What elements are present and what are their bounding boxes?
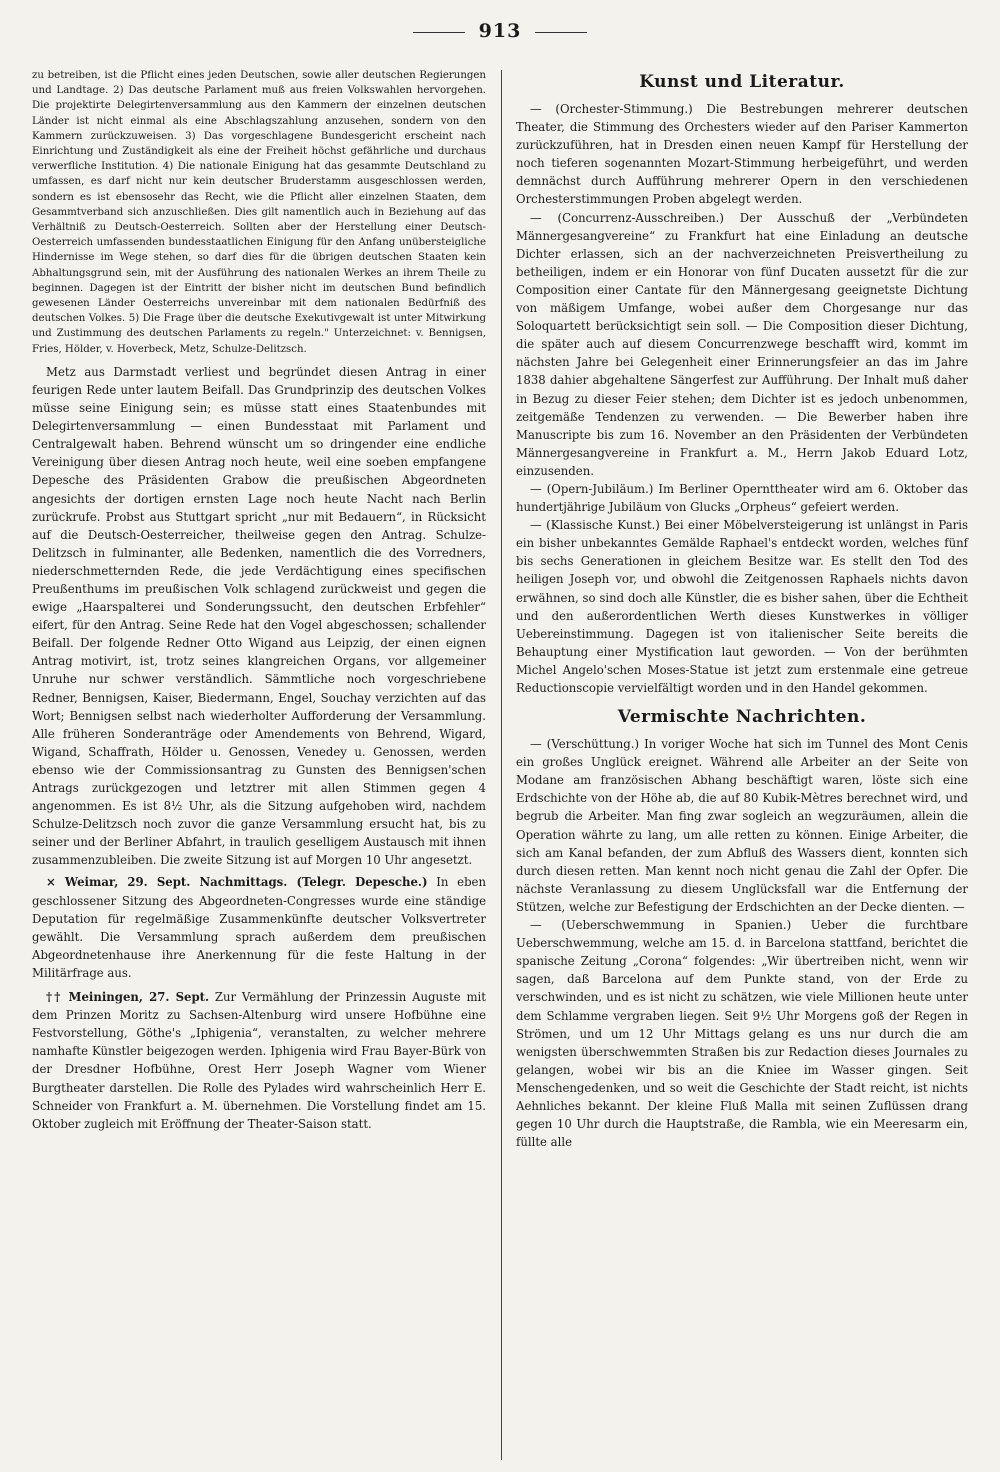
article-weimar (32, 873, 486, 982)
weimar-text: In eben geschlossener Sitzung des Abgeordneten-Congresses wurde eine ständige Deputation für regelmäßige Zusammenkünfte deutscher Volksvertreter gewählt. Die Versammlung sprach außerdem dem preußischen Abgeordnetenhause ihre Anerkennung für die feste Haltung in der Militärfrage aus. (32, 875, 486, 980)
page-number: 913 (0, 20, 1000, 42)
left-column (32, 68, 486, 1133)
meiningen-text: Zur Vermählung der Prinzessin Auguste mit dem Prinzen Moritz zu Sachsen-Altenburg wird unsere Hofbühne eine Festvorstellung, Göthe's „Iphigenia“, veranstalten, zu welcher mehrere namhafte Künstler beigezogen werden. Iphigenia wird Frau Bayer-Bürk von der Dresdner Hofbühne, Orest Herr Joseph Wagner vom Wiener Burgtheater darstellen. Die Rolle des Pylades wird wahrscheinlich Herr E. Schneider von Frankfurt a. M. übernehmen. Die Vorstellung findet am 15. Oktober zugleich mit Eröffnung der Theater-Saison statt. (32, 990, 486, 1131)
right-column (516, 68, 968, 1151)
item-orchester: — (Orchester-Stimmung.) Die Bestrebungen mehrerer deutschen Theater, die Stimmung des Orchesters wieder auf den Pariser Kammerton zurückzuführen, hat in Dresden einen neuen Kampf für Herstellung der noch tieferen sogenannten Mozart-Stimmung herbeigeführt, und werden demnächst durch Aufführung mehrerer Opern in den verschiedenen Orchesterstimmungen Proben abgelegt werden. (516, 102, 968, 207)
meiningen-dateline: †† Meiningen, 27. Sept. (46, 990, 210, 1005)
weimar-dateline: × Weimar, 29. Sept. Nachmittags. (Telegr. Depesche.) (46, 875, 428, 890)
item-opern: — (Opern-Jubiläum.) Im Berliner Opernttheater wird am 6. Oktober das hundertjährige Jubiläum von Glucks „Orpheus“ gefeiert werden. (516, 481, 968, 515)
item-ueberschwemmung: — (Ueberschwemmung in Spanien.) Ueber die furchtbare Ueberschwemmung, welche am 15. d. in Barcelona stattfand, berichtet die spanische Zeitung „Corona“ folgendes: „Wir übertreiben nicht, wenn wir sagen, daß Barcelona auf dem Punkte stand, von der Erde zu verschwinden, und es ist nicht zu schätzen, wie viele Millionen heute unter dem Schlamme vergraben liegen. Seit 9½ Uhr Morgens goß der Regen in Strömen, und um 12 Uhr Mittags gelang es uns nur durch die am wenigsten überschwemmten Straßen bis zur Redaction dieses Journales zu gelangen, wobei wir bis an die Kniee im Wasser gingen. Seit Menschengedenken, und so weit die Geschichte der Stadt reicht, ist nichts Aehnliches bekannt. Der kleine Fluß Malla mit seinen Zuflüssen drang gegen 10 Uhr durch die Hauptstraße, die Rambla, wie ein Meeresarm ein, füllte alle (516, 918, 968, 1150)
item-verschuettung: — (Verschüttung.) In voriger Woche hat sich im Tunnel des Mont Cenis ein großes Unglück ereignet. Während alle Arbeiter an der Seite von Modane am französischen Abhang beschäftigt waren, löste sich eine Erdschichte von der Höhe ab, die auf 80 Kubik-Mètres berechnet wird, und begrub die Arbeiter. Man fing zwar sogleich an wegzuräumen, allein die Operation währte zu lang, um alle retten zu können. Einige Arbeiter, die sich am Kanal befanden, der zum Abfluß des Wassers dient, konnten sich durch diesen retten. Man kennt noch nicht genau die Zahl der Opfer. Die nächste Veranlassung zu diesem Unglücksfall war die Entfernung der Stützen, welche zur Befestigung der Erdschichten an der Decke dienten. — (516, 737, 968, 914)
article-debate-text: Metz aus Darmstadt verliest und begründet diesen Antrag in einer feurigen Rede unter lautem Beifall. Das Grundprinzip des deutschen Volkes müsse seine Einigung sein; es müsse statt eines Staatenbundes mit Delegirtenversammlung — einen Bundesstaat mit Parlament und Centralgewalt haben. Behrend wünscht um so dringender eine endliche Vereinigung über diesen Antrag noch heute, weil eine soeben empfangene Depesche des Präsidenten Grabow die preußischen Abgeordneten angesichts der dortigen ernsten Lage noch heute Nacht nach Berlin zurückrufe. Probst aus Stuttgart spricht „nur mit Bedauern“, in Rücksicht auf die Deutsch-Oesterreicher, theilweise gegen den Antrag. Schulze-Delitzsch in fulminanter, alle Bedenken, namentlich die des Vorredners, niederschmetternden Rede, die jede Verdächtigung eines specifischen Preußenthums im preußischen Volk schlagend zurückweist und gegen die ewige „Haarspalterei und Sonderungssucht, den deutschen Erbfehler“ eifert, für den Antrag. Seine Rede hat den Vogel abgeschossen; schallender Beifall. Der folgende Redner Otto Wigand aus Leipzig, der einen eignen Antrag motivirt, ist, trotz seines klangreichen Organs, vor allgemeiner Unruhe nur schwer verständlich. Sämmtliche noch vorgeschriebene Redner, Bennigsen, Kaiser, Biedermann, Engel, Souchay verzichten auf das Wort; Bennigsen selbst nach wiederholter Aufforderung der Versammlung. Alle früheren Sonderanträge oder Amendements von Behrend, Wigard, Wigand, Schaffrath, Hölder u. Genossen, Venedey u. Genossen, werden ebenso wie der Commissionsantrag zu Gunsten des Bennigsen'schen Antrags zurückgezogen und letztrer mit allen Stimmen gegen 4 angenommen. Es ist 8½ Uhr, als die Sitzung aufgehoben wird, nachdem Schulze-Delitzsch noch zuvor die ganze Versammlung ersucht hat, bis zu seiner und der Berliner Abfahrt, in traulich geselligem Austausch mit ihnen zusammenzubleiben. Die zweite Sitzung ist auf Morgen 10 Uhr angesetzt. (32, 364, 486, 868)
article-resolution-text: zu betreiben, ist die Pflicht eines jeden Deutschen, sowie aller deutschen Regierungen und Landtage. 2) Das deutsche Parlament muß aus freien Volkswahlen hervorgehen. Die projektirte Delegirtenversammlung aus den Kammern der einzelnen deutschen Länder ist nicht einmal als eine Abschlagszahlung anzusehen, sondern von den Kammern zurückzuweisen. 3) Das vorgeschlagene Bundesgericht erscheint nach Einrichtung und Zuständigkeit als eine der Freiheit höchst gefährliche und durchaus verwerfliche Institution. 4) Die nationale Einigung hat das gesammte Deutschland zu umfassen, es darf nicht nur kein deutscher Bruderstamm ausgeschlossen werden, sondern es ist ebensosehr das Recht, wie die Pflicht aller einzelnen Staaten, dem Gesammtverband sich anzuschließen. Dies gilt namentlich auch in Beziehung auf das Verhältniß zu Deutsch-Oesterreich. Sollten aber der Herstellung einer Deutsch-Oesterreich umfassenden bundesstaatlichen Einigung für den Anfang unübersteigliche Hindernisse im Wege stehen, so darf dies für die übrigen deutschen Staaten kein Abhaltungsgrund sein, mit der Ausführung des nationalen Werkes an ihrem Theile zu beginnen. Dagegen ist der Eintritt der bisher nicht im deutschen Bund befindlich gewesenen Länder Oesterreichs unvereinbar mit dem nationalen Bedürfniß des deutschen Volkes. 5) Die Frage über die deutsche Exekutivgewalt ist unter Mitwirkung und Zustimmung des deutschen Parlaments zu regeln." Unterzeichnet: v. Bennigsen, Fries, Hölder, v. Hoverbeck, Metz, Schulze-Delitzsch. (32, 70, 486, 355)
section-title-vermischte: Vermischte Nachrichten. (617, 707, 867, 728)
column-divider (501, 70, 502, 1460)
article-meiningen (32, 988, 486, 1133)
item-klassische: — (Klassische Kunst.) Bei einer Möbelversteigerung ist unlängst in Paris ein bisher unbekanntes Gemälde Raphael's entdeckt worden, welches fünf bis sechs Generationen in gleichem Besitze war. Es stellt den Tod des heiligen Joseph vor, und obwohl die Zeitgenossen Raphaels nichts davon erwähnen, so sind doch alle Künstler, die es bisher sahen, über die Echtheit und den außerordentlichen Werth dieses Kunstwerkes in völliger Uebereinstimmung. Dagegen ist von italienischer Seite bereits die Behauptung einer Mystification laut geworden. — Von der berühmten Michel Angelo'schen Moses-Statue ist jetzt zum erstenmale eine getreue Reductionscopie vervielfältigt worden und in den Handel gekommen. (516, 518, 968, 695)
item-concurrenz: — (Concurrenz-Ausschreiben.) Der Ausschuß der „Verbündeten Männergesangvereine“ zu Frankfurt hat eine Einladung an deutsche Dichter erlassen, sich an der nachverzeichneten Preisvertheilung zu betheiligen, indem er ein Honorar von fünf Ducaten aussetzt für die zur Composition einer Cantate für den Männergesang geeignetste Dichtung von mäßigem Umfange, wobei außer dem Chorgesange nur das Soloquartett berücksichtigt sein soll. — Die Composition dieser Dichtung, die später auch auf diesem Concurrenzwege beschafft wird, kommt im nächsten Jahre bei Gelegenheit einer Erinnerungsfeier an das im Jahre 1838 dahier abgehaltene Sängerfest zur Aufführung. Der Inhalt muß daher in Bezug zu dieser Feier stehen; dem Dichter ist es jedoch unbenommen, zeitgemäße Tendenzen zu verwenden. — Die Bewerber haben ihre Manuscripte bis zum 16. November an den Präsidenten der Verbündeten Männergesangvereine in Frankfurt a. M., Herrn Jakob Eduard Lotz, einzusenden. (516, 210, 968, 478)
section-title-kunst: Kunst und Literatur. (639, 72, 845, 92)
